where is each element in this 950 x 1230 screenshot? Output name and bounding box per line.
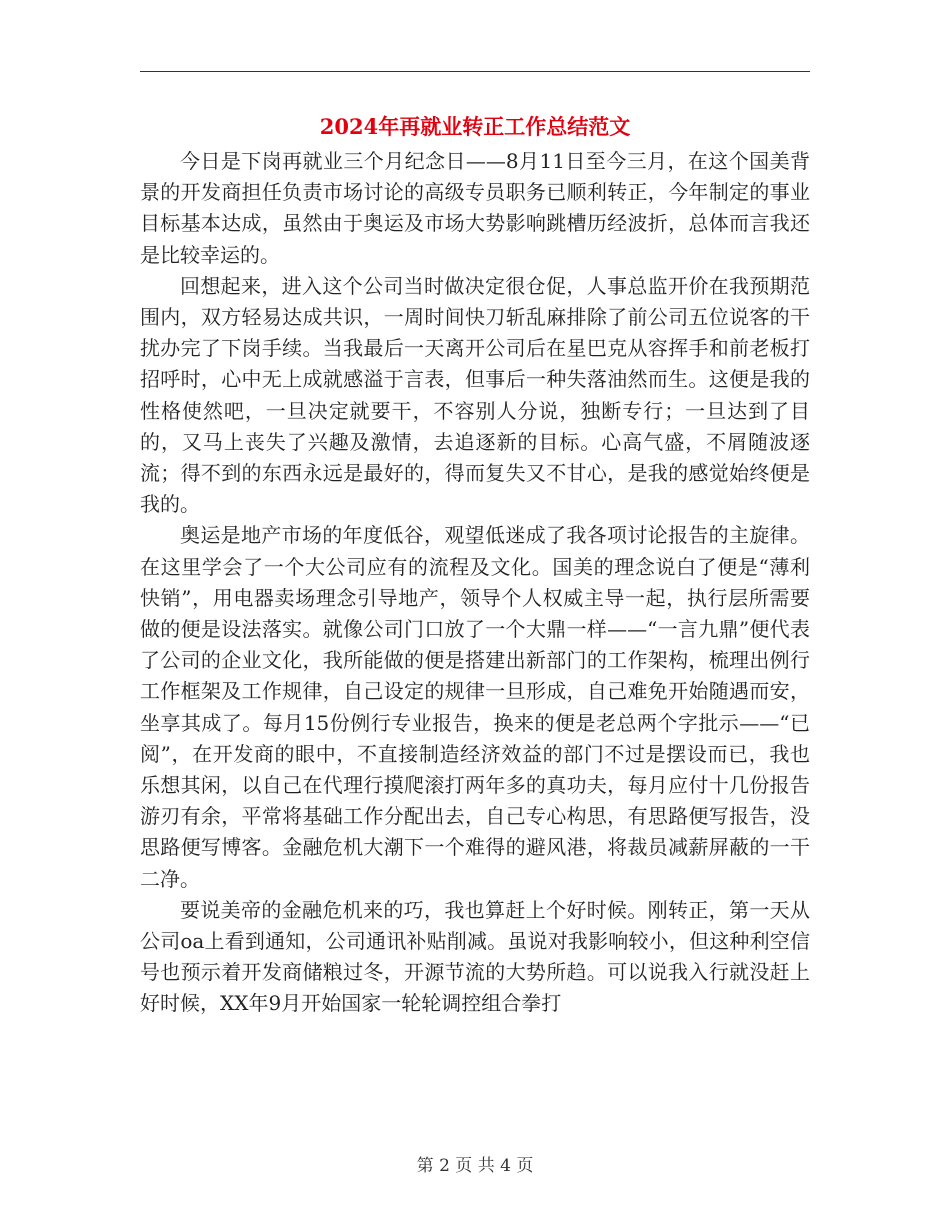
paragraph: 要说美帝的金融危机来的巧，我也算赶上个好时候。刚转正，第一天从公司oa上看到通知，公司通讯补贴削减。虽说对我影响较小，但这种利空信号也预示着开发商储粮过冬，开源节流的大势所趋。可以说我入行就没赶上好时候，XX年9月开始国家一轮轮调控组合拳打 [140,897,810,1016]
paragraph: 回想起来，进入这个公司当时做决定很仓促，人事总监开价在我预期范围内，双方轻易达成共识，一周时间快刀斩乱麻排除了前公司五位说客的干扰办完了下岗手续。当我最后一天离开公司后在星巴克从容挥手和前老板打招呼时，心中无上成就感溢于言表，但事后一种失落油然而生。这便是我的性格使然吧，一旦决定就要干，不容别人分说，独断专行；一旦达到了目的，又马上丧失了兴趣及激情，去追逐新的目标。心高气盛，不屑随波逐流；得不到的东西永远是最好的，得而复失又不甘心，是我的感觉始终便是我的。 [140,273,810,517]
document-body [140,146,810,1020]
paragraph: 奥运是地产市场的年度低谷，观望低迷成了我各项讨论报告的主旋律。在这里学会了一个大公司应有的流程及文化。国美的理念说白了便是“薄利快销”，用电器卖场理念引导地产，领导个人权威主导一起，执行层所需要做的便是设法落实。就像公司门口放了一个大鼎一样——“一言九鼎”便代表了公司的企业文化，我所能做的便是搭建出新部门的工作架构，梳理出例行工作框架及工作规律，自己设定的规律一旦形成，自己难免开始随遇而安，坐享其成了。每月15份例行专业报告，换来的便是老总两个字批示——“已阅”，在开发商的眼中，不直接制造经济效益的部门不过是摆设而已，我也乐想其闲，以自己在代理行摸爬滚打两年多的真功夫，每月应付十几份报告游刃有余，平常将基础工作分配出去，自己专心构思，有思路便写报告，没思路便写博客。金融危机大潮下一个难得的避风港，将裁员减薪屏蔽的一干二净。 [140,523,810,891]
document-title: 2024年再就业转正工作总结范文 [319,114,631,139]
paragraph: 今日是下岗再就业三个月纪念日——8月11日至今三月，在这个国美背景的开发商担任负责市场讨论的高级专员职务已顺利转正，今年制定的事业目标基本达成，虽然由于奥运及市场大势影响跳槽历经波折，总体而言我还是比较幸运的。 [140,149,810,267]
page-number-footer: 第 2 页 共 4 页 [416,1156,534,1176]
header-rule [140,71,810,72]
